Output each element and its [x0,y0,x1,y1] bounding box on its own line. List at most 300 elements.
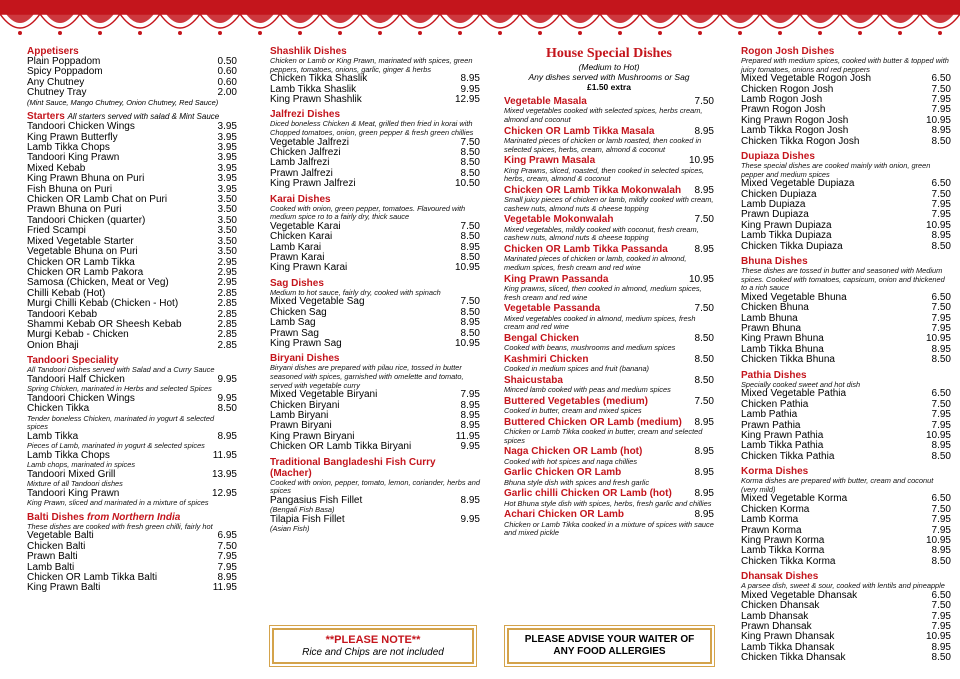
item-price: 7.50 [931,600,951,612]
item-price: 2.95 [217,266,237,278]
item-name: Prawn Rogon Josh [741,104,826,116]
item-name: Lamb Bhuna [741,312,798,324]
item-name: Mixed Kebab [27,162,86,174]
item-name: Pangasius Fish Fillet [270,494,363,506]
item-name: Chicken Dupiaza [741,188,817,200]
item-price: 3.50 [217,194,237,206]
item-price: 7.95 [217,561,237,573]
item-description: King Prawns, sliced, roasted, then cooked in selected spices, herbs, cream, almond & coconut [504,165,705,184]
decorative-top-border [0,0,960,42]
border-dot [298,31,302,35]
item-name: Mixed Vegetable Starter [27,235,134,247]
item-price: 2.00 [217,87,237,99]
house-special-note: Any dishes served with Mushrooms or Sag [528,72,690,82]
item-name: Mixed Vegetable Dupiaza [741,178,855,190]
item-price: 10.95 [454,338,480,350]
item-name: Lamb Tikka Chops [27,142,110,154]
item-name: Fish Bhuna on Puri [27,183,113,195]
item-name: King Prawn Korma [741,534,825,546]
item-name: Chicken Karai [270,231,333,243]
item-price: 8.95 [931,440,951,452]
menu-item [27,583,237,593]
item-name: King Prawn Dhansak [741,631,835,643]
item-price: 8.95 [460,420,480,432]
item-name: Lamb Tikka Dhansak [741,641,835,653]
item-price: 8.95 [217,430,237,442]
section-heading [270,457,480,479]
item-price: 0.60 [217,76,237,88]
house-special-item [504,156,714,184]
item-description: Chicken or Lamb Tikka cooked in butter, cream and selected spices [504,427,703,445]
menu-item [270,263,480,273]
section-title: Dhansak Dishes [741,571,819,583]
item-price: 10.95 [925,219,951,231]
allergy-line-1: PLEASE ADVISE YOUR WAITER OF [524,634,695,645]
item-description: Small juicy pieces of chicken or lamb, mildly cooked with cream, cashew nuts, almond nuts & cheese topping [504,195,714,213]
item-price: 11.95 [455,430,480,442]
item-description: King prawns, sliced, then cooked in almond, medium spices, fresh cream and red wine [504,283,702,302]
item-name: King Prawn Karai [270,262,348,274]
item-name: Tandoori Kebab [27,308,98,320]
border-dot [18,31,22,35]
border-scallop-inner [406,14,434,23]
border-scallop-inner [646,14,674,23]
house-special-item [504,418,714,446]
item-price: 8.50 [460,252,480,264]
house-special-title: House Special Dishes [545,46,672,61]
item-description: Bhuna style dish with spices and fresh garlic [504,477,650,487]
section-footnote: (Mint Sauce, Mango Chutney, Onion Chutney, Red Sauce) [27,97,219,107]
section-bhuna-dishes [741,256,951,366]
item-price: 7.50 [931,188,951,200]
border-scallop-inner [566,14,594,23]
item-name: Chicken Tikka Korma [741,555,836,567]
border-scallop-inner [686,14,714,23]
item-description: (Bengali Fish Basa) [270,505,335,515]
item-name: King Prawn Pathia [741,429,824,441]
section-sag-dishes [270,278,480,350]
menu-item [741,137,951,147]
border-scallop-inner [286,14,314,23]
item-name: Chicken Tikka Rogon Josh [741,135,860,147]
item-price: 2.85 [217,308,237,320]
item-name: Lamb Sag [270,317,316,329]
item-name: Vegetable Balti [27,530,94,542]
menu-column-2 [270,46,480,538]
border-scallop-inner [166,14,194,23]
section-title: Pathia Dishes [741,369,807,381]
item-name: Tandoori King Prawn [27,152,120,164]
item-price: 7.95 [931,209,951,221]
menu-item [741,653,951,663]
border-scallop-inner [846,14,874,23]
item-name: Chicken Dhansak [741,600,820,612]
border-dot [58,31,62,35]
item-price: 7.95 [931,323,951,335]
item-price: 7.50 [694,303,714,315]
item-price: 3.95 [217,152,237,164]
house-special-item [504,510,714,538]
item-name: Chicken Bhuna [741,302,809,314]
item-price: 10.95 [688,155,714,167]
menu-item [741,355,951,365]
menu-item [270,95,480,105]
item-price: 8.95 [694,184,714,196]
item-description: Spring Chicken, marinated in Herbs and selected Spices [27,384,212,394]
item-name: King Prawn Sag [270,338,342,350]
item-price: 12.95 [454,94,480,105]
item-description: Minced lamb cooked with peas and medium spices [504,385,671,395]
item-price: 8.95 [694,243,714,255]
item-price: 8.95 [931,641,951,653]
menu-item [741,601,951,611]
item-name: Prawn Dupiaza [741,209,809,221]
item-name: Chicken Pathia [741,398,809,410]
section-description: Biryani dishes are prepared with pilau rice, tossed in butter seasoned with spices, garnished with omelette and tomato, served with vegetable curry [270,363,464,390]
item-description: Mixed vegetables cooked in almond, medium spices, fresh cream and red wine [504,313,696,332]
item-name: Lamb Jalfrezi [270,157,330,169]
item-price: 7.95 [931,94,951,105]
border-scallop-inner [446,14,474,23]
menu-column-4 [741,46,951,668]
item-description: Tender boneless Chicken, marinated in yogurt & selected spices [27,413,215,432]
item-name: Garlic chilli Chicken OR Lamb (hot) [504,488,672,500]
section-description: Medium to hot sauce, fairly dry, cooked with spinach [270,287,441,297]
border-scallop-inner [366,14,394,23]
section-shashlik-dishes [270,46,480,105]
item-name: Shammi Kebab OR Sheesh Kebab [27,318,182,330]
border-dot [578,31,582,35]
item-name: Prawn Korma [741,524,802,536]
house-special-item [504,215,714,243]
border-scallop-inner [46,14,74,23]
item-name: Mixed Vegetable Biryani [270,389,378,401]
item-price: 8.50 [217,403,237,415]
item-price: 8.95 [460,494,480,506]
item-name: Lamb Tikka [27,430,79,442]
item-description: Hot Bhuna style dish with spices, herbs, fresh garlic and chillies [504,498,712,508]
border-scallop-inner [6,14,34,23]
item-name: Onion Bhaji [27,339,79,351]
item-price: 3.95 [217,121,237,133]
item-name: Garlic Chicken OR Lamb [504,467,622,479]
item-name: Murgi Kebab - Chicken [27,329,129,341]
item-name: Chicken Tikka Dhansak [741,652,846,664]
item-name: Chicken OR Lamb Tikka Biryani [270,441,412,453]
border-dot [778,31,782,35]
section-title: Traditional Bangladeshi Fish Curry (Macher) [270,456,436,479]
item-price: 7.50 [931,302,951,314]
border-dot [458,31,462,35]
item-price: 8.95 [217,571,237,583]
item-name: Chicken Tikka Bhuna [741,354,835,366]
item-name: King Prawn Bhuna [741,333,824,345]
section-rogon-josh-dishes [741,46,951,147]
item-name: Mixed Vegetable Rogon Josh [741,73,872,85]
item-price: 6.50 [931,589,951,601]
section-title: Shashlik Dishes [270,46,347,57]
item-price: 8.95 [694,467,714,479]
item-name: Vegetable Mokonwalah [504,214,614,226]
house-special-item [504,447,714,466]
item-name: Chicken Sag [270,306,327,318]
item-price: 8.50 [694,374,714,386]
item-name: King Prawn Passanda [504,273,609,285]
border-dot [898,31,902,35]
menu-column-1 [27,46,237,598]
section-description: Korma dishes are prepared with butter, cream and coconut (very mild) [741,476,934,494]
item-price: 8.95 [460,410,480,422]
house-special-item [504,275,714,303]
item-name: Mixed Vegetable Korma [741,493,848,505]
item-price: 7.50 [217,540,237,552]
item-name: Prawn Pathia [741,419,801,431]
item-name: Mixed Vegetable Sag [270,296,365,308]
item-price: 7.95 [931,514,951,526]
item-price: 8.50 [460,306,480,318]
item-name: Bengal Chicken [504,332,580,344]
item-name: Chutney Tray [27,87,87,99]
house-special-item [504,355,714,374]
border-scallop-inner [526,14,554,23]
item-price: 6.50 [931,388,951,400]
menu-item [270,442,480,452]
item-price: 2.85 [217,329,237,341]
item-price: 2.85 [217,318,237,330]
item-price: 3.50 [217,246,237,258]
border-dot [338,31,342,35]
item-name: Vegetable Karai [270,220,341,232]
item-price: 9.95 [460,513,480,525]
item-price: 3.50 [217,204,237,216]
item-price: 6.95 [217,530,237,542]
item-description: King Prawn, sliced and marinated in a mixture of spices [27,498,209,508]
item-price: 8.50 [460,167,480,179]
house-special-item [504,468,714,487]
item-price: 8.50 [931,240,951,252]
item-price: 3.95 [217,142,237,154]
item-price: 6.50 [931,493,951,505]
menu-item [741,515,951,525]
item-description: Marinated pieces of chicken or lamb, cooked in almond, medium spices, fresh cream and red wine [504,254,687,272]
item-name: Lamb Tikka Bhuna [741,343,824,355]
item-name: Lamb Tikka Chops [27,449,110,461]
border-scallop-inner [326,14,354,23]
item-price: 10.95 [925,429,951,441]
item-name: Vegetable Jalfrezi [270,136,349,148]
border-dot [498,31,502,35]
section-title: Starters [27,111,65,123]
item-price: 3.95 [217,162,237,174]
item-price: 8.95 [931,343,951,355]
house-special-item [504,334,714,353]
border-dot [618,31,622,35]
section-biryani-dishes [270,353,480,452]
item-price: 2.85 [217,298,237,310]
section-tandoori-speciality [27,355,237,508]
item-description: Cooked with beans, mushrooms and medium spices [504,343,676,353]
item-price: 9.95 [460,441,480,453]
item-name: King Prawn Shashlik [270,94,362,105]
item-price: 8.95 [460,399,480,411]
item-name: Lamb Dhansak [741,610,809,622]
item-price: 7.95 [931,312,951,324]
item-price: 3.50 [217,214,237,226]
item-name: Prawn Karai [270,252,325,264]
item-name: Shaicustaba [504,374,563,386]
border-dot [538,31,542,35]
item-name: King Prawn Jalfrezi [270,178,356,190]
item-name: Prawn Bhuna on Puri [27,204,122,216]
item-name: Lamb Rogon Josh [741,94,823,105]
item-price: 8.50 [694,353,714,365]
item-name: Lamb Biryani [270,410,329,422]
item-price: 8.95 [460,73,480,85]
item-name: King Prawn Balti [27,582,101,594]
border-dot [658,31,662,35]
border-scallop-inner [486,14,514,23]
item-description: Mixed vegetables cooked with selected spices, herbs cream, almond and coconut [504,106,703,124]
item-name: Kashmiri Chicken [504,353,589,365]
item-price: 0.60 [217,66,237,78]
item-price: 8.95 [694,416,714,428]
section-description: All Tandoori Dishes served with Salad and a Curry Sauce [27,365,215,375]
item-name: Any Chutney [27,76,85,88]
item-price: 6.50 [931,178,951,190]
section-korma-dishes [741,466,951,567]
border-scallop-inner [86,14,114,23]
menu-item [27,341,237,351]
house-special-item [504,489,714,508]
item-name: Mixed Vegetable Dhansak [741,589,858,601]
item-name: Tandoori Half Chicken [27,373,125,385]
item-description: Cooked with hot spices and naga chillies [504,456,638,466]
item-price: 9.95 [217,373,237,385]
item-name: Lamb Tikka Shaslik [270,83,357,95]
border-dot [178,31,182,35]
section-title: Biryani Dishes [270,353,340,365]
item-name: Mixed Vegetable Pathia [741,388,847,400]
item-price: 8.50 [460,147,480,158]
item-name: King Prawn Biryani [270,430,355,442]
item-price: 8.95 [931,230,951,242]
item-price: 7.95 [931,620,951,632]
border-dot [138,31,142,35]
item-name: Chicken Tikka Pathia [741,450,835,462]
item-name: Lamb Tikka Korma [741,545,825,557]
item-price: 2.95 [217,277,237,289]
item-price: 7.95 [460,389,480,401]
item-name: King Prawn Masala [504,155,596,167]
item-name: Mixed Vegetable Bhuna [741,291,847,303]
item-name: Chicken OR Lamb Tikka Balti [27,571,158,583]
item-price: 10.95 [925,631,951,643]
item-price: 3.95 [217,183,237,195]
item-description: Pieces of Lamb, marinated in yogurt & selected spices [27,441,205,451]
section-title: Dupiaza Dishes [741,151,815,163]
item-price: 8.50 [931,652,951,664]
item-name: Spicy Poppadom [27,66,103,78]
section-description: Prepared with medium spices, cooked with butter & topped with juicy tomatoes, onions and red peppers [741,56,949,74]
house-special-list [504,97,714,538]
item-name: Chicken Biryani [270,399,340,411]
section-description: A parsee dish, sweet & sour, cooked with lentils and pineapple [741,581,945,591]
item-name: Tandoori Chicken Wings [27,392,135,404]
item-name: Chicken OR Lamb Tikka Passanda [504,243,668,255]
menu-item [270,179,480,189]
section-description: Specially cooked sweet and hot dish [741,379,861,389]
border-dot [378,31,382,35]
item-name: Fried Scampi [27,225,86,237]
menu-item [741,452,951,462]
item-price: 0.50 [217,56,237,67]
item-name: Buttered Vegetables (medium) [504,395,648,407]
item-name: Prawn Balti [27,551,78,563]
item-description: Chicken or Lamb Tikka cooked in a mixture of spices with sauce and mixed pickle [504,519,714,538]
section-note: All starters served with salad & Mint Sauce [67,112,220,122]
item-name: Chilli Kebab (Hot) [27,287,106,299]
note-heading: **PLEASE NOTE** [325,634,421,646]
menu-item [27,299,237,309]
item-name: Tandoori King Prawn [27,487,120,499]
item-price: 7.95 [931,199,951,211]
item-price: 7.50 [460,220,480,232]
item-price: 12.95 [211,487,237,499]
border-dot [258,31,262,35]
item-name: Tandoori Chicken Wings [27,121,135,133]
item-name: Chicken OR Lamb Tikka [27,256,135,268]
item-price: 7.50 [931,503,951,515]
item-price: 8.95 [931,125,951,137]
item-name: Chicken Balti [27,540,86,552]
section-title: Appetisers [27,46,79,57]
house-special-item [504,304,714,332]
item-name: Tandoori Chicken (quarter) [27,214,146,226]
item-price: 3.95 [217,131,237,143]
item-price: 8.50 [931,450,951,462]
menu-item [741,410,951,420]
item-price: 7.50 [694,214,714,226]
border-scallop-inner [766,14,794,23]
section-subtitle: from Northern India [87,511,181,523]
section-title: Tandoori Speciality [27,355,119,367]
item-name: Chicken Korma [741,503,810,515]
item-description: Cooked in medium spices and fruit (banana) [504,364,650,374]
item-price: 7.50 [694,395,714,407]
menu-item [27,404,237,414]
section-description: These dishes are cooked with fresh green chilli, fairly hot [27,521,213,531]
item-name: Tilapia Fish Fillet [270,513,345,525]
item-name: Lamb Karai [270,241,322,253]
border-scallop-inner [926,14,954,23]
item-description: Marinated pieces of chicken or lamb roasted, then cooked in selected spices, herbs, cream, almond & coconut [504,136,702,154]
section-description: These special dishes are cooked mainly with onion, green pepper and medium spices [741,161,931,179]
item-price: 7.50 [931,398,951,410]
item-price: 8.95 [460,317,480,329]
item-price: 8.95 [460,241,480,253]
section-heading [270,194,480,205]
item-name: King Prawn Butterfly [27,131,118,143]
item-price: 8.50 [460,157,480,169]
item-price: 10.95 [925,534,951,546]
house-special-item [504,97,714,125]
item-price: 11.95 [212,582,237,594]
item-price: 7.50 [931,83,951,95]
item-name: Naga Chicken OR Lamb (hot) [504,446,643,458]
border-scallop-inner [246,14,274,23]
border-scallop-inner [206,14,234,23]
item-description: Mixture of all Tandoori dishes [27,479,123,489]
